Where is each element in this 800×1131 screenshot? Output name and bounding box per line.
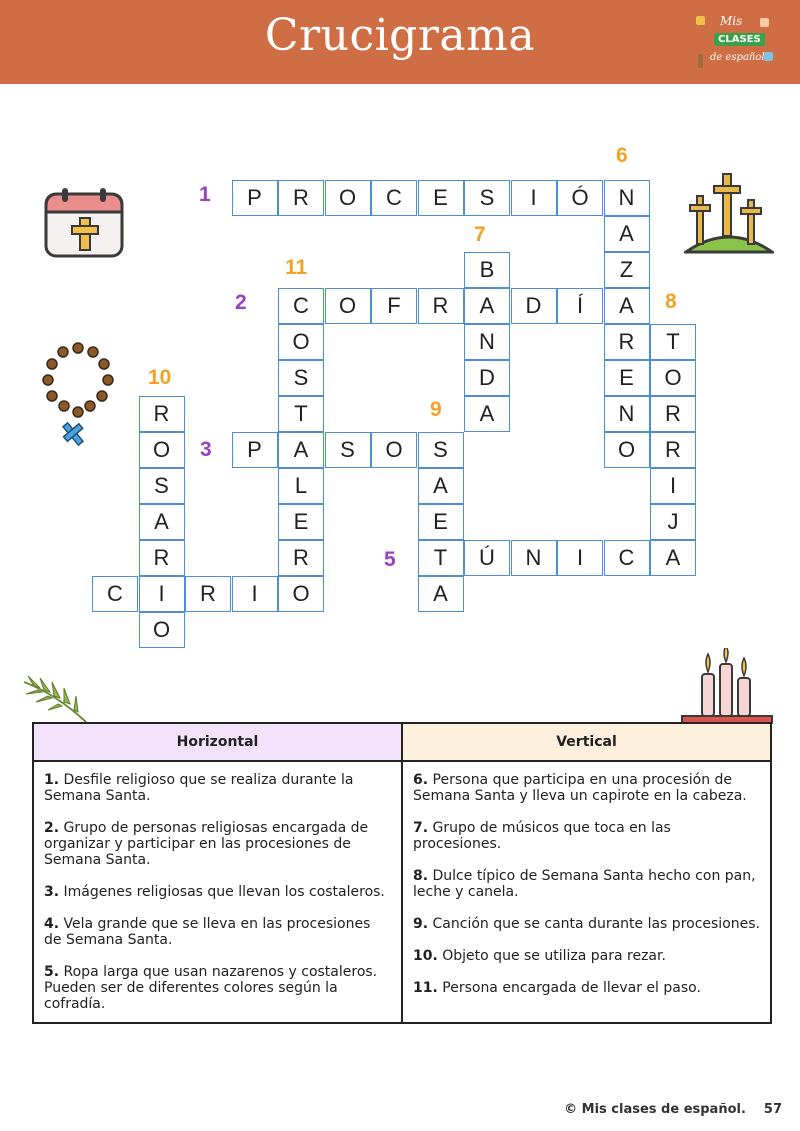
grid-cell: N: [604, 396, 650, 432]
clue-number-7: 7: [474, 223, 486, 246]
grid-cell: D: [511, 288, 557, 324]
grid-cell: N: [511, 540, 557, 576]
grid-cell: I: [557, 540, 603, 576]
grid-cell: T: [650, 324, 696, 360]
grid-cell: Ó: [557, 180, 603, 216]
grid-cell: R: [185, 576, 231, 612]
vertical-header: Vertical: [402, 723, 771, 761]
grid-cell: R: [650, 432, 696, 468]
clue-horizontal-4: 4. Vela grande que se lleva en las procesiones de Semana Santa.: [44, 916, 371, 948]
grid-cell: R: [139, 540, 185, 576]
calendar-cross-icon: [42, 186, 126, 260]
clue-vertical-9: 9. Canción que se canta durante las procesiones.: [413, 916, 760, 932]
palm-leaf-icon: [20, 676, 92, 726]
clue-horizontal-2: 2. Grupo de personas religiosas encargada de organizar y participar en las procesiones de Semana Santa.: [44, 820, 369, 868]
grid-cell: Í: [557, 288, 603, 324]
grid-cell: A: [418, 468, 464, 504]
three-crosses-hill-icon: [684, 172, 774, 256]
grid-cell: R: [278, 540, 324, 576]
clue-number-9: 9: [430, 398, 442, 421]
grid-cell: O: [325, 288, 371, 324]
clue-number-5: 5: [384, 548, 396, 571]
grid-cell: R: [139, 396, 185, 432]
page-footer: [564, 1102, 782, 1117]
grid-cell: Ú: [464, 540, 510, 576]
grid-cell: S: [278, 360, 324, 396]
clue-horizontal-1: 1. Desfile religioso que se realiza durante la Semana Santa.: [44, 772, 354, 804]
grid-cell: Z: [604, 252, 650, 288]
clue-vertical-11: 11. Persona encargada de llevar el paso.: [413, 980, 701, 996]
grid-cell: C: [371, 180, 417, 216]
grid-cell: A: [139, 504, 185, 540]
grid-cell: O: [139, 612, 185, 648]
grid-cell: A: [604, 216, 650, 252]
clues-table: [32, 722, 772, 1024]
rosary-icon: [38, 340, 118, 448]
vertical-clues: [402, 761, 771, 1023]
grid-cell: O: [278, 576, 324, 612]
grid-cell: S: [325, 432, 371, 468]
grid-cell: O: [604, 432, 650, 468]
grid-cell: T: [418, 540, 464, 576]
grid-cell: C: [604, 540, 650, 576]
copyright-text: © Mis clases de español.: [564, 1102, 746, 1117]
clue-vertical-8: 8. Dulce típico de Semana Santa hecho con pan, leche y canela.: [413, 868, 756, 900]
clue-number-8: 8: [665, 290, 677, 313]
grid-cell: O: [650, 360, 696, 396]
logo-line-espanol: de español: [710, 52, 765, 63]
grid-cell: A: [278, 432, 324, 468]
grid-cell: A: [650, 540, 696, 576]
grid-cell: A: [464, 396, 510, 432]
logo-line-clases: CLASES: [714, 33, 765, 46]
grid-cell: O: [371, 432, 417, 468]
clue-number-3: 3: [200, 438, 212, 461]
grid-cell: S: [139, 468, 185, 504]
grid-cell: P: [232, 180, 278, 216]
grid-cell: I: [232, 576, 278, 612]
clue-vertical-6: 6. Persona que participa en una procesión de Semana Santa y lleva un capirote en la cabeza.: [413, 772, 747, 804]
grid-cell: B: [464, 252, 510, 288]
page-title: Crucigrama: [264, 10, 536, 61]
clue-number-10: 10: [148, 366, 172, 389]
grid-cell: D: [464, 360, 510, 396]
grid-cell: P: [232, 432, 278, 468]
clue-number-2: 2: [235, 291, 247, 314]
grid-cell: E: [604, 360, 650, 396]
grid-cell: A: [604, 288, 650, 324]
grid-cell: R: [604, 324, 650, 360]
clue-number-11: 11: [285, 256, 308, 279]
grid-cell: N: [464, 324, 510, 360]
grid-cell: R: [650, 396, 696, 432]
grid-cell: A: [418, 576, 464, 612]
grid-cell: I: [139, 576, 185, 612]
grid-cell: I: [650, 468, 696, 504]
grid-cell: T: [278, 396, 324, 432]
grid-cell: E: [418, 180, 464, 216]
clue-number-1: 1: [199, 183, 211, 206]
grid-cell: O: [325, 180, 371, 216]
clue-vertical-7: 7. Grupo de músicos que toca en las procesiones.: [413, 820, 671, 852]
grid-cell: E: [278, 504, 324, 540]
horizontal-header: Horizontal: [33, 723, 402, 761]
grid-cell: R: [278, 180, 324, 216]
page-number: 57: [763, 1102, 782, 1117]
clue-horizontal-3: 3. Imágenes religiosas que llevan los costaleros.: [44, 884, 385, 900]
grid-cell: C: [278, 288, 324, 324]
clue-number-6: 6: [616, 144, 628, 167]
grid-cell: R: [418, 288, 464, 324]
grid-cell: N: [604, 180, 650, 216]
candles-icon: [680, 648, 774, 724]
horizontal-clues: [33, 761, 402, 1023]
grid-cell: C: [92, 576, 138, 612]
grid-cell: E: [418, 504, 464, 540]
grid-cell: A: [464, 288, 510, 324]
grid-cell: F: [371, 288, 417, 324]
grid-cell: S: [418, 432, 464, 468]
logo-line-mis: Mis: [720, 14, 743, 28]
clue-vertical-10: 10. Objeto que se utiliza para rezar.: [413, 948, 666, 964]
grid-cell: S: [464, 180, 510, 216]
grid-cell: O: [278, 324, 324, 360]
grid-cell: O: [139, 432, 185, 468]
grid-cell: J: [650, 504, 696, 540]
grid-cell: I: [511, 180, 557, 216]
clue-horizontal-5: 5. Ropa larga que usan nazarenos y costaleros. Pueden ser de diferentes colores según la cofradía.: [44, 964, 378, 1012]
grid-cell: L: [278, 468, 324, 504]
